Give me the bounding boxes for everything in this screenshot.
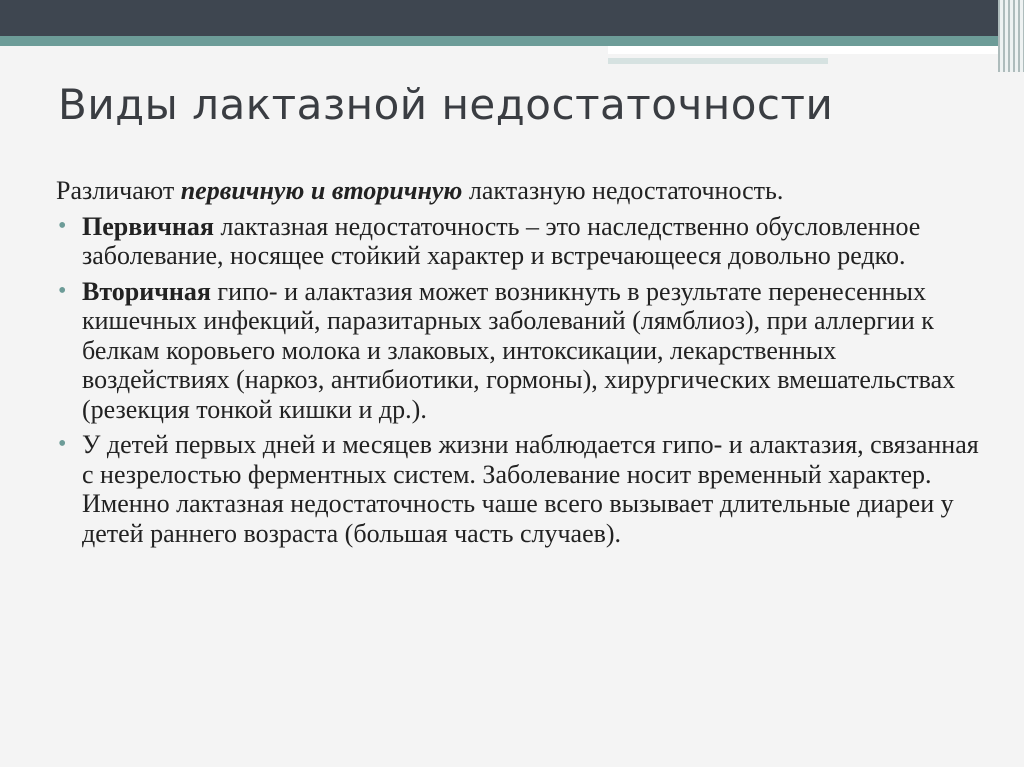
- bullet-marker: •: [58, 431, 67, 457]
- accent-line-light: [608, 46, 998, 54]
- header-band: [0, 0, 1024, 36]
- bullet-text: гипо- и алактазия может возникнуть в результате перенесенных кишечных инфекций, паразитарных заболеваний (лямблиоз), при аллергии к белкам коровьего молока и злаковых, интоксикации, лекарственных воздействиях (наркоз, антибиотики, гормоны), хирургических вмешательствах (резекция тонкой кишки и др.).: [82, 276, 956, 424]
- bullet-item-infants: [56, 430, 986, 548]
- intro-text-end: лактазную недостаточность.: [462, 176, 784, 205]
- bullet-marker: •: [58, 277, 67, 304]
- bullet-text: У детей первых дней и месяцев жизни наблюдается гипо- и алактазия, связанная с незрелостью ферментных систем. Заболевание носит временный характер. Именно лактазная недостаточность чаше всего вызывает длительные диареи у детей раннего возраста (большая часть случаев).: [82, 430, 979, 548]
- accent-line: [0, 36, 1000, 46]
- bullet-term: Вторичная: [82, 276, 211, 306]
- slide-title: Виды лактазной недостаточности: [58, 80, 834, 129]
- bullet-item-primary: [56, 212, 986, 271]
- intro-paragraph: [56, 176, 986, 206]
- accent-line-faint: [608, 58, 828, 64]
- bullet-term: Первичная: [82, 211, 214, 241]
- bullet-text: лактазная недостаточность – это наследственно обусловленное заболевание, носящее стойкий характер и встречающееся довольно редко.: [82, 211, 921, 270]
- intro-text-start: Различают: [56, 176, 181, 205]
- bullet-item-secondary: [56, 277, 986, 425]
- slide-body: [56, 176, 986, 554]
- intro-emphasis: первичную и вторичную: [180, 176, 463, 205]
- bullet-marker: •: [58, 212, 67, 239]
- decorative-stripes: [998, 0, 1024, 72]
